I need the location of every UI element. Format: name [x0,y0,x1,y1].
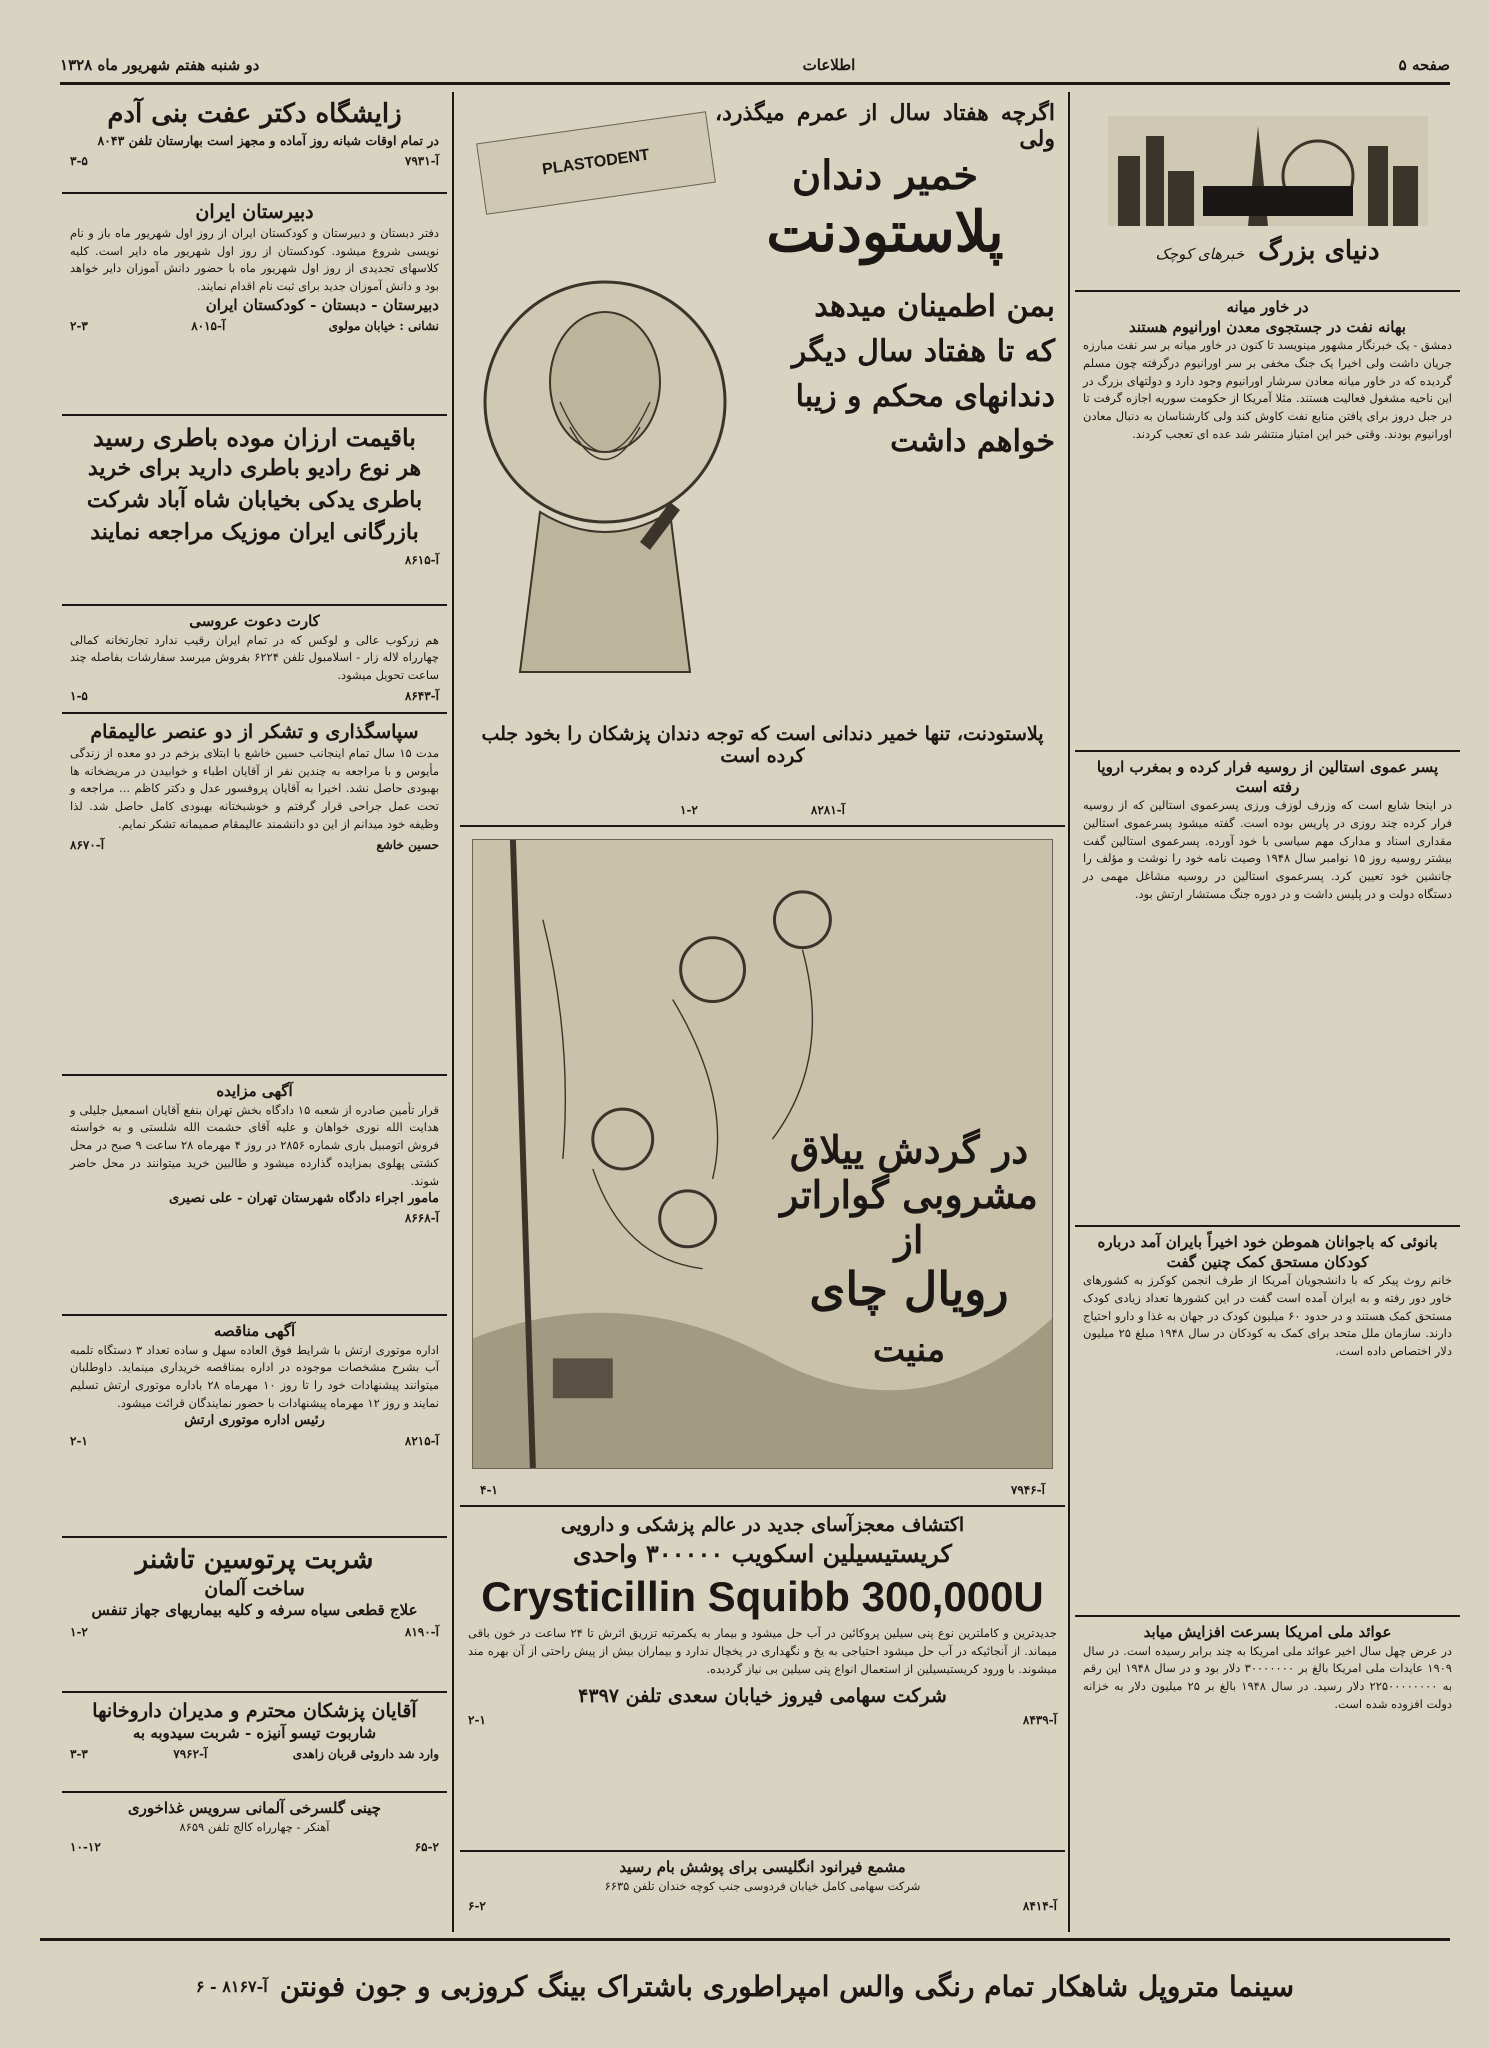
ad-code: آ-۷۹۶۲ [173,1747,208,1762]
ad-title: شربت پرتوسین تاشنر [135,1545,374,1575]
notice-codes [70,1211,439,1225]
ad-maternity-clinic [62,92,447,194]
ad-code: ۲-۳ [70,319,88,334]
ad-line: دندانهای محکم و زیبا [795,379,1055,414]
ad-brand: پلاستودنت [766,199,1004,265]
logo-text [1155,236,1379,266]
tube-label: PLASTODENT [541,146,651,179]
notice-thanks [62,714,447,1076]
ad-plastodent [460,92,1065,827]
middle-column [460,92,1065,1937]
ad-body: علاج قطعی سیاه سرفه و کلیه بیماریهای جهاز تنفس [91,1601,418,1620]
ad-line: رویال چای [809,1262,1009,1316]
logo-subtitle: خبرهای کوچک [1155,245,1245,263]
column-logo [1075,92,1460,292]
ad-line: که تا هفتاد سال دیگر [791,334,1055,369]
ad-code: آ-۸۰۱۵ [191,319,226,334]
ad-code: ۱۰-۱۲ [70,1840,101,1855]
left-column [62,92,447,1937]
ad-subtitle: شاربوت تیسو آنیزه - شربت سیدوبه به [132,1723,377,1742]
ad-title: چینی گلسرخی آلمانی سرویس غذاخوری [127,1799,382,1817]
notice-body: اداره موتوری ارتش با شرایط فوق العاده سهل و ساده تعداد ۳ دستگاه تلمبه آب بشرح مشخصات موجوده در اداره بمناقصه خریداری مینماید. داوطلبان میتوانند پیشنهادات خود را تا روز ۱۰ مهرماه ۲۸ باداره موتوری ارتش تسلیم نمایند و روز ۱۲ مهرماه پیشنهادات با حضور نمایندگان قرائت میشود. [70,1342,439,1410]
article-body: خانم روث پیکر که با دانشجویان آمریکا از طرف انجمن کوکرز به کشورهای خاور دور رفته و به ایران آمده است گفت در این کشورها تعداد زیادی کودک مستحق کمک هستند و در حدود ۶۰ میلیون کودک در جهان به غذا و دارو احتیاج دارند. سازمان ملل متحد برای کمک به کودکان در سال ۱۹۴۸ مبلغ ۲۵ میلیون دلار اختصاص داده است. [1083,1273,1452,1359]
ad-body: شرکت سهامی کامل خیابان فردوسی جنب کوچه خندان تلفن ۶۶۳۵ [604,1878,921,1893]
ad-line: مشروبی گواراتر از [780,1172,1038,1262]
ad-code: آ-۸۲۱۵ [404,1433,439,1448]
ad-codes [70,1747,439,1761]
masthead: اطلاعات [802,56,856,74]
ad-company: شرکت سهامی فیروز خیابان سعدی تلفن ۴۳۹۷ [578,1685,947,1708]
page-header [60,50,1450,80]
ad-codes [468,1713,1057,1727]
article-title: بانوئی که باجوانان هموطن خود اخیراً بایران آمد درباره کودکان مستحق کمک چنین گفت [1097,1233,1438,1271]
royal-tea-copy [779,1127,1039,1370]
ad-codes [680,803,845,817]
ad-code: ۳-۵ [70,153,88,168]
ad-code: ۶۵-۲ [414,1840,439,1855]
city-skyline-icon [1108,116,1428,226]
ad-wedding-cards [62,606,447,714]
ad-code: ۱-۲ [680,803,698,817]
notice-title: آگهی مزایده [216,1082,293,1100]
ad-code: ۳-۳ [70,1747,88,1762]
ad-title: اکتشاف معجزآسای جدید در عالم پزشکی و دارویی [560,1514,965,1536]
old-man-portrait-icon [480,212,730,732]
ad-porcelain [62,1793,447,1871]
notice-codes [70,838,439,852]
ad-codes [468,1899,1057,1913]
ad-title: مشمع فیرانود انگلیسی برای پوشش بام رسید [619,1858,906,1876]
article-body: دمشق - یک خبرنگار مشهور مینویسد تا کنون در خاور میانه بر سر نفت مبارزه جریان داشت ولی اخیرا یک جنگ مخفی بر سر اورانیوم درگرفته چون مسلم گردیده که در خاور میانه معادن سرشار اورانیوم وجود دارد و دولتهای بزرگ در این ناحیه مشغول فعالیت هستند. مثلا آمریکا از حکومت سوریه اجازه گرفت تا در جبل دروز برای یافتن منابع نفت کاوش کند ولی کارشناسان به دنبال معادن اورانیوم بودند. وقتی خبر این امتیاز منتشر شد عده ای تعجب کردند. [1083,338,1452,442]
ad-royal-tea [460,827,1065,1507]
column-divider [1068,92,1070,1932]
ad-code: آ-۸۶۱۵ [404,552,439,567]
ad-code: ۲-۱ [468,1713,486,1727]
article-body: در اینجا شایع است که وزرف لوزف ورزی پسرعموی استالین که از روسیه فرار کرده چند روزی در پاریس بوده است. گفته میشود پسرعموی استالین مقداری اسناد و مدارک مهم سیاسی با خود آورده. پسرعموی استالین گفت بیشتر روسیه روز ۱۵ نوامبر سال ۱۹۴۸ وصیت نامه خود را نوشت و مؤلف را جانشین خود تعیین کرد. پسرعموی استالین در روسیه مشاغل مهمی در دستگاه دولت و در پلیس داشت و در دوره جنگ مستشار ارتش بود. [1083,798,1452,902]
ad-footer: دبیرستان - دبستان - کودکستان ایران [205,295,439,314]
article-title: پسر عموی استالین از روسیه فرار کرده و بمغرب اروپا رفته است [1096,758,1439,796]
article-us-income [1075,1617,1460,1935]
ad-code: ۲-۱ [70,1433,88,1448]
ad-line: بمن اطمینان میدهد [814,289,1055,324]
article-title: بهانه نفت در جستجوی معدن اورانیوم هستند [1129,317,1406,336]
notice-body: مدت ۱۵ سال تمام اینجانب حسین خاشع با ابتلای بزخم در دو معده از زندگی مأیوس و با مراجعه به چندین نفر از آقایان اطباء و خوابیدن در مریضخانه ها بهبودی حاصل نشد. اخیرا به آقایان پروفسور عدل و دکتر کاظم ... مراجعه و تحت عمل جراحی قرار گرفتم و خوشبختانه بهبودی کامل حاصل شد. لذا وظیفه خود میدانم از این دو دانشمند عالیمقام صمیمانه تشکر نمایم. [70,745,439,831]
ad-code: آ-۸۴۱۴ [1022,1899,1057,1914]
notice-signature: مامور اجراء دادگاه شهرستان تهران - علی نصیری [168,1190,439,1206]
ad-codes [70,553,439,567]
ad-address: نشانی : خیابان مولوی [328,319,439,334]
date-line: دو شنبه هفتم شهریور ماه ۱۳۲۸ [60,56,260,74]
logo-title: دنیای بزرگ [1258,236,1380,266]
article-children-aid [1075,1227,1460,1617]
ad-code: آ-۸۱۹۰ [404,1624,439,1639]
ad-code: ۱-۲ [70,1624,88,1639]
ad-slogan: پلاستودنت، تنها خمیر دندانی است که توجه دندان پزشکان را بخود جلب کرده است [481,723,1044,767]
notice-title: آگهی مناقصه [213,1322,296,1340]
ad-codes [70,154,439,168]
page-number: صفحه ۵ [1398,56,1450,74]
notice-tender [62,1316,447,1538]
article-body: در عرض چهل سال اخیر عوائد ملی امریکا به چند برابر رسیده است. در سال ۱۹۰۹ عایدات ملی امریکا بالغ بر ۳۰۰۰۰۰۰۰ دلار بود و در سال ۱۹۴۸ این رقم به ۲۲۵۰۰۰۰۰۰۰۰ دلار رسید. در سال ۱۹۴۸ بالغ بر ۲۵ میلیون دلار به خزانه دولت افزوده شده است. [1083,1643,1453,1711]
banner-text: سینما متروپل شاهکار تمام رنگی والس امپراطوری باشتراک بینگ کروزبی و جون فونتن [279,1969,1295,2003]
ad-line: در گردش ییلاق [789,1127,1029,1172]
notice-body: قرار تأمین صادره از شعبه ۱۵ دادگاه بخش تهران بنفع آقایان اسمعیل جلیلی و هدایت الله نوری خواهان و علیه آقای حشمت الله شلستی و به خواسته فروش اتومبیل باری شماره ۲۸۵۶ در روز ۴ مهرماه ۲۸ ساعت ۹ صبح در محل کشتی پهلوی بمزایده گذارده میشود و طالبین خرید میتوانند در محل حاضر شوند. [70,1102,440,1188]
banner-code: آ-۸۱۶۷ - ۶ [195,1976,268,1996]
ad-code: ۴-۱ [480,1483,498,1497]
ad-roofing [460,1852,1065,1937]
notice-auction [62,1076,447,1316]
ad-title: کارت دعوت عروسی [189,612,320,630]
header-rule [60,82,1450,85]
right-column [1075,92,1460,1937]
ad-crysticillin [460,1507,1065,1852]
ad-codes [70,1840,439,1854]
ad-body: در تمام اوقات شبانه روز آماده و مجهز است بهارستان تلفن ۸۰۴۳ [97,132,439,148]
article-title: عوائد ملی امریکا بسرعت افزایش میابد [1143,1623,1392,1641]
ad-line: خواهم داشت [890,424,1055,459]
ad-code: آ-۸۶۷۰ [70,837,105,852]
ad-title: دبیرستان ایران [195,201,314,223]
ad-subtitle: کریستیسیلین اسکویب ۳۰۰۰۰۰ واحدی [573,1538,952,1568]
notice-signature: رئیس اداره موتوری ارتش [184,1412,325,1428]
section-title: در خاور میانه [1226,298,1309,316]
column-divider [452,92,454,1932]
ad-body: دفتر دبستان و دبیرستان و کودکستان ایران از روز اول شهریور ماه باز و نام نویسی شروع میشود. کودکستان از روز اول شهریور ماه دایر است. کلیه کلاسهای تجدیدی از روز اول شهریور ماه با حضور دانش آموزان دایر خواهد بود و دانش آموزان جدید برای ثبت نام اقدام نمایند. [70,225,439,294]
ad-title: آقایان پزشکان محترم و مدیران داروخانها [92,1700,417,1722]
ad-iran-school [62,194,447,416]
ad-title: زایشگاه دکتر عفت بنی آدم [107,99,402,129]
notice-title: سپاسگذاری و تشکر از دو عنصر عالیمقام [90,721,419,743]
article-uranium [1075,292,1460,752]
article-stalin-cousin [1075,752,1460,1227]
ad-code: آ-۷۹۴۶ [1010,1483,1045,1497]
ad-code: آ-۸۲۸۱ [810,803,845,817]
ad-code: ۶-۲ [468,1899,486,1914]
ad-body: وارد شد داروئی قربان زاهدی [292,1747,439,1762]
ad-codes [70,1625,439,1639]
ad-body: جدیدترین و کاملترین نوع پنی سیلین پروکائین در آب حل میشود و بیمار به یکمرتبه تزریق اثرش تا ۲۴ ساعت در خون باقی میماند. از آنجائیکه در آب حل میشود احتیاجی به یخ و نگهداری در یخچال ندارد و بیماران بیش از پیش راحتی از آن بهره مند میشوند. با ورود کریستیسیلین از استعمال انواع پنی سیلین بی نیاز گردیده. [468,1625,1058,1676]
ad-batteries [62,416,447,606]
ad-subtitle: ساخت آلمان [204,1577,305,1600]
ad-body: هم زرکوب عالی و لوکس که در تمام ایران رقیب ندارد تجارتخانه کمالی چهارراه لاله زار - اسلامبول تلفن ۶۲۲۴ بفروش میرسد سفارشات بفاصله چند ساعت تحویل میشود. [70,632,439,683]
ad-codes [480,1483,1045,1497]
ad-pertussin [62,1538,447,1693]
ad-latin-title: Crysticillin Squibb 300,000U [481,1572,1044,1620]
ad-code: آ-۷۹۳۱ [404,153,439,168]
ad-code: آ-۸۶۶۸ [404,1211,439,1226]
ad-line: اگرچه هفتاد سال از عمرم میگذرد، ولی [715,100,1055,152]
ad-codes [70,319,439,333]
ad-code: ۱-۵ [70,688,88,703]
plastodent-copy [715,100,1055,459]
ad-code: آ-۸۶۴۳ [404,688,439,703]
ad-code: آ-۸۴۳۹ [1022,1713,1057,1727]
ad-line: خمیر دندان [791,152,979,199]
toothpaste-tube-icon [476,111,716,215]
notice-signature: حسین خاشع [376,837,439,852]
ad-body: آهنکر - چهارراه کالج تلفن ۸۶۵۹ [179,1819,330,1834]
ad-codes [70,689,439,703]
ad-title: باقیمت ارزان موده باطری رسید [93,423,416,452]
ad-pharmacy [62,1693,447,1793]
cinema-banner [40,1938,1450,2031]
notice-codes [70,1434,439,1448]
ad-body: هر نوع رادیو باطری دارید برای خرید باطری یدکی بخیابان شاه آباد شرکت بازرگانی ایران موزیک مراجعه نمایند [86,455,423,545]
ad-line: منیت [872,1330,946,1370]
